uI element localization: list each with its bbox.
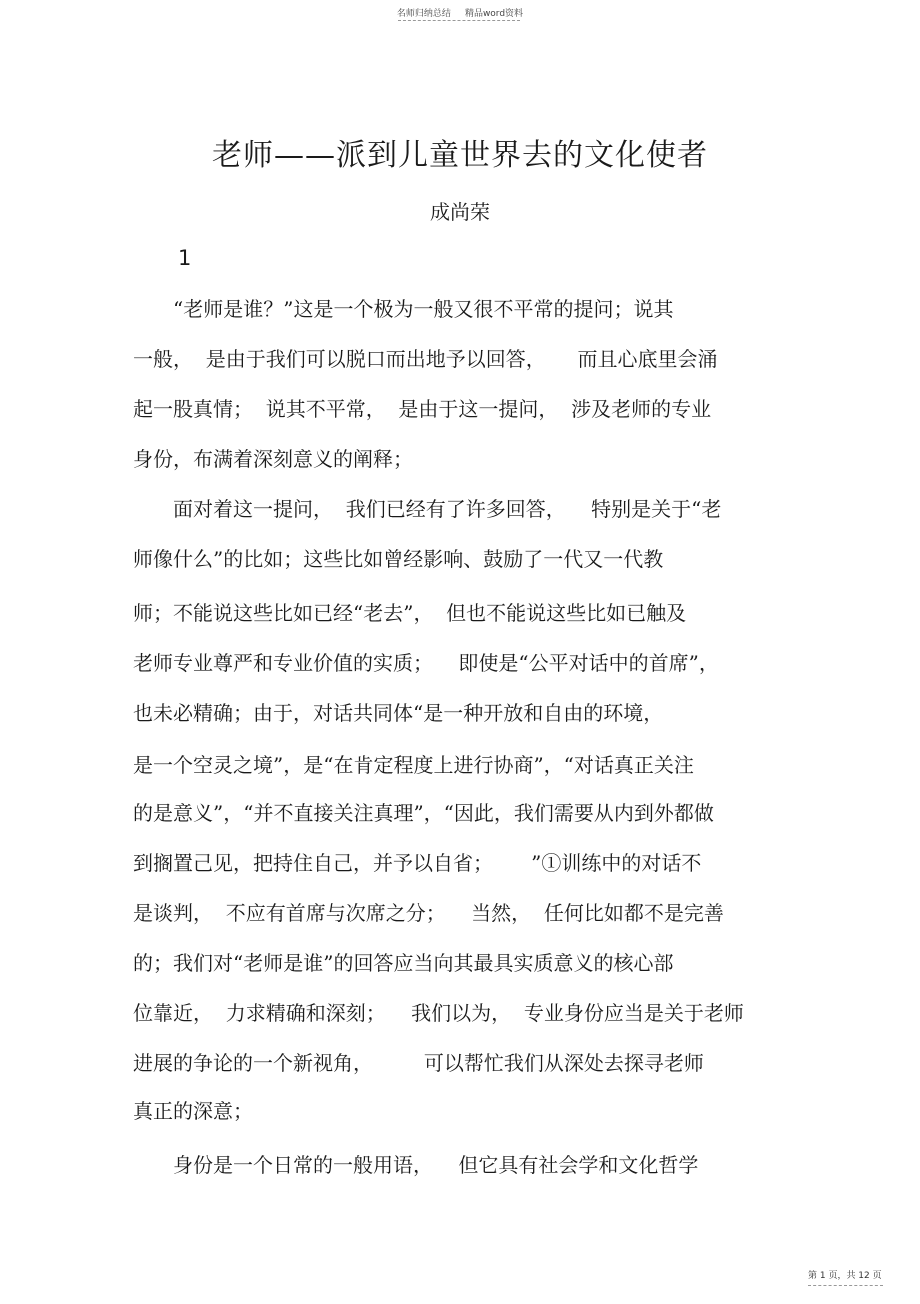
author-name: 成尚荣	[430, 200, 490, 224]
text-line: 是谈判， 不应有首席与次席之分； 当然， 任何比如都不是完善	[133, 901, 724, 925]
text-line: 的；我们对“老师是谁”的回答应当向其最具实质意义的核心部	[133, 951, 674, 975]
text-line: 老师专业尊严和专业价值的实质； 即使是“公平对话中的首席”，	[133, 651, 719, 675]
text-line: 身份，布满着深刻意义的阐释；	[133, 447, 413, 471]
text-line: 师像什么”的比如；这些比如曾经影响、鼓励了一代又一代教	[133, 547, 664, 571]
header-rule	[398, 20, 520, 21]
document-title: 老师——派到儿童世界去的文化使者	[212, 138, 708, 173]
text-line: 起一股真情； 说其不平常， 是由于这一提问， 涉及老师的专业	[133, 397, 712, 421]
text-line: 到搁置己见，把持住自己，并予以自省； ”①训练中的对话不	[133, 851, 702, 875]
text-line: 的是意义”，“并不直接关注真理”，“因此，我们需要从内到外都做	[133, 801, 714, 825]
text-line: 身份是一个日常的一般用语， 但它具有社会学和文化哲学	[133, 1153, 699, 1177]
text-line: 面对着这一提问， 我们已经有了许多回答， 特别是关于“老	[133, 497, 722, 521]
page-footer: 第 1 页，共 12 页	[808, 1271, 882, 1281]
text-line: 真正的深意；	[133, 1099, 253, 1123]
text-line: 也未必精确；由于，对话共同体“是一种开放和自由的环境，	[133, 701, 664, 725]
section-number: 1	[178, 246, 192, 270]
text-line: 是一个空灵之境”，是“在肯定程度上进行协商”，“对话真正关注	[133, 753, 694, 777]
page-header	[0, 6, 920, 19]
text-line: “老师是谁？”这是一个极为一般又很不平常的提问；说其	[133, 297, 674, 321]
text-line: 位靠近， 力求精确和深刻； 我们以为， 专业身份应当是关于老师	[133, 1001, 744, 1025]
text-line: 进展的争论的一个新视角， 可以帮忙我们从深处去探寻老师	[133, 1051, 704, 1075]
text-line: 一般， 是由于我们可以脱口而出地予以回答， 而且心底里会涌	[133, 347, 718, 371]
header-left-text: 名师归纳总结	[396, 9, 451, 19]
text-line: 师；不能说这些比如已经“老去”， 但也不能说这些比如已触及	[133, 601, 687, 625]
footer-rule	[808, 1285, 883, 1286]
header-right-text: 精品word资料	[464, 9, 524, 19]
